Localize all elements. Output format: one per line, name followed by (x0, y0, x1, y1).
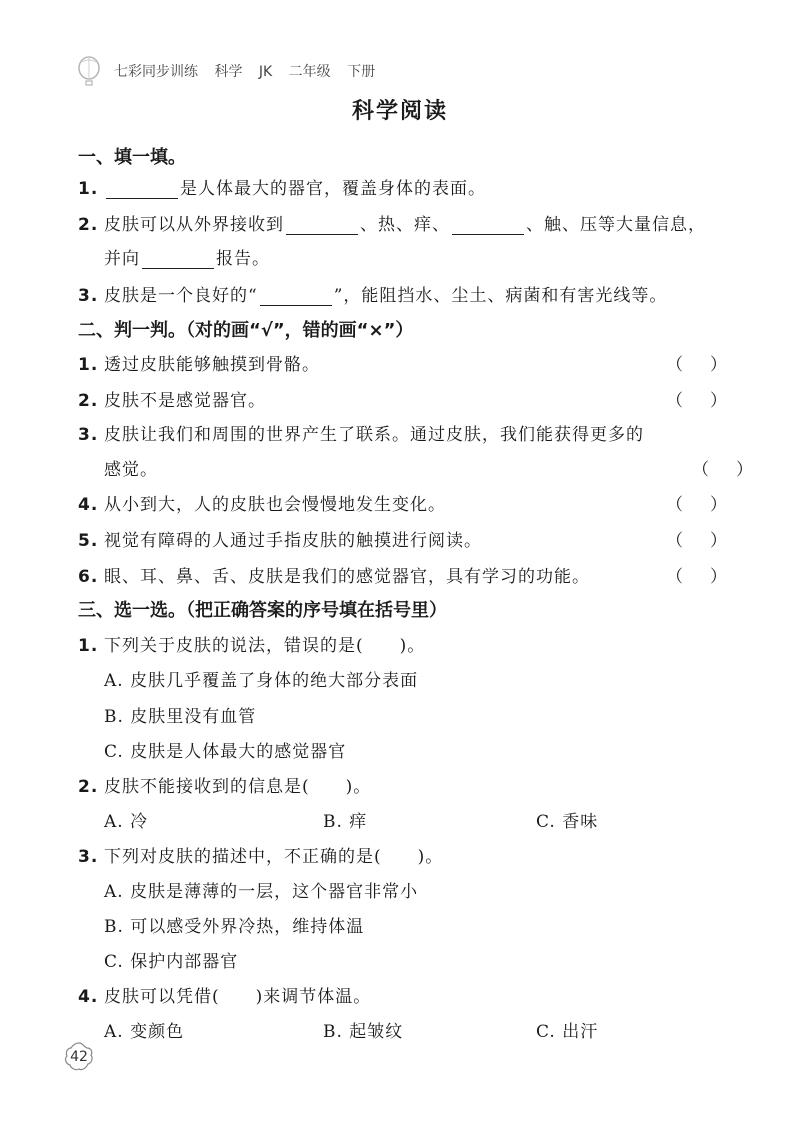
choice-option[interactable]: A. 冷 (104, 812, 149, 832)
fill-question-2: 2. 皮肤可以从外界接收到 、热、痒、 、触、压等大量信息， (78, 215, 706, 235)
judge-question-3-cont: 感觉。 （ ） (78, 455, 754, 480)
page-header (74, 56, 387, 86)
question-number: 2. (78, 215, 99, 235)
choice-question-4: 4. 皮肤可以凭借( )来调节体温。 (78, 987, 372, 1007)
choice-question-3: 3. 下列对皮肤的描述中，不正确的是( )。 (78, 847, 444, 867)
question-number: 3. (78, 286, 99, 306)
grade: 二年级 (288, 64, 331, 80)
volume: 下册 (347, 64, 376, 80)
answer-parentheses[interactable]: （ ） (666, 355, 728, 375)
choice-question-1: 1. 下列关于皮肤的说法，错误的是( )。 (78, 636, 426, 656)
choice-option[interactable]: B. 痒 (323, 812, 368, 832)
question-number: 1. (78, 179, 99, 199)
series-name: 七彩同步训练 (114, 64, 198, 80)
fill-question-1: 1. 是人体最大的器官，覆盖身体的表面。 (78, 179, 486, 199)
edition: JK (258, 64, 273, 80)
answer-blank[interactable] (106, 180, 178, 199)
page-number-badge (62, 1040, 96, 1074)
section-judge-heading: 二、判一判。（对的画“√”，错的画“×”） (78, 320, 414, 341)
answer-blank[interactable] (286, 216, 358, 235)
header-text (114, 61, 387, 81)
judge-question-6: 6. 眼、耳、鼻、舌、皮肤是我们的感觉器官，具有学习的功能。 （ ） (78, 562, 728, 587)
choice-option[interactable]: B. 起皱纹 (323, 1022, 404, 1042)
fill-question-2-cont: 并向 报告。 (104, 249, 270, 269)
section-fill-heading: 一、填一填。 (78, 147, 186, 168)
judge-question-5: 5. 视觉有障碍的人通过手指皮肤的触摸进行阅读。 （ ） (78, 526, 728, 551)
choice-option[interactable]: C. 皮肤是人体最大的感觉器官 (104, 742, 347, 762)
answer-parentheses[interactable]: （ ） (666, 495, 728, 515)
page-number: 42 (70, 1049, 88, 1065)
page-title: 科学阅读 (351, 99, 448, 124)
subject: 科学 (214, 64, 243, 80)
answer-parentheses[interactable]: （ ） (666, 531, 728, 551)
answer-blank[interactable] (142, 250, 214, 269)
choice-question-2: 2. 皮肤不能接收到的信息是( )。 (78, 777, 372, 797)
judge-question-4: 4. 从小到大，人的皮肤也会慢慢地发生变化。 （ ） (78, 490, 728, 515)
choice-options-row (78, 807, 728, 831)
answer-parentheses[interactable]: （ ） (666, 567, 728, 587)
section-choose-heading: 三、选一选。（把正确答案的序号填在括号里） (78, 600, 447, 621)
choice-option[interactable]: C. 香味 (536, 812, 599, 832)
choice-option[interactable]: B. 可以感受外界冷热，维持体温 (104, 917, 365, 937)
answer-blank[interactable] (260, 287, 332, 306)
judge-question-2: 2. 皮肤不是感觉器官。 （ ） (78, 386, 728, 411)
answer-parentheses[interactable]: （ ） (692, 460, 754, 480)
choice-option[interactable]: C. 保护内部器官 (104, 952, 239, 972)
answer-parentheses[interactable]: （ ） (666, 391, 728, 411)
answer-blank[interactable] (452, 216, 524, 235)
choice-option[interactable]: A. 变颜色 (104, 1022, 185, 1042)
judge-question-3: 3. 皮肤让我们和周围的世界产生了联系。通过皮肤，我们能获得更多的 (78, 425, 644, 445)
balloon-logo-icon (74, 56, 104, 86)
choice-option[interactable]: B. 皮肤里没有血管 (104, 707, 257, 727)
choice-option[interactable]: A. 皮肤是薄薄的一层，这个器官非常小 (104, 882, 419, 902)
choice-option[interactable]: A. 皮肤几乎覆盖了身体的绝大部分表面 (104, 671, 419, 691)
fill-question-3: 3. 皮肤是一个良好的“ ”，能阻挡水、尘土、病菌和有害光线等。 (78, 286, 668, 306)
choice-options-row (78, 1017, 728, 1041)
judge-question-1: 1. 透过皮肤能够触摸到骨骼。 （ ） (78, 350, 728, 375)
choice-option[interactable]: C. 出汗 (536, 1022, 599, 1042)
